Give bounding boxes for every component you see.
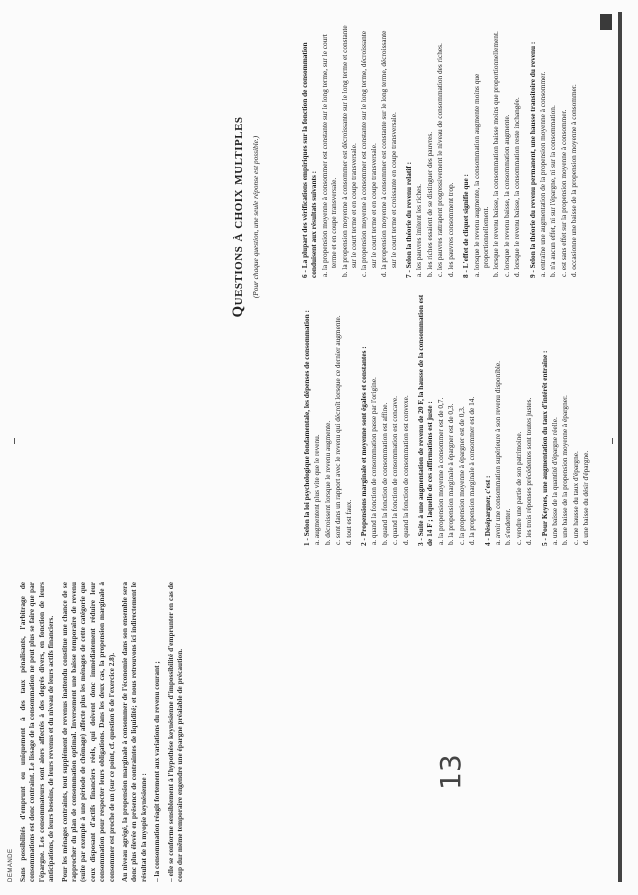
question-option: c. la propension moyenne à épargner est de 0,3. (456, 406, 466, 545)
question-title: 6 - La plupart des vérifications empiriques sur la fonction de consommation conduisent aux résultats suivants : (300, 42, 319, 278)
question-option: a. avoir une consommation supérieure à son revenu disponible. (492, 361, 502, 545)
paragraph: – la consommation réagit fortement aux variations du revenu courant ; (152, 661, 162, 882)
question-option: d. lorsque le revenu baisse, la consommation reste inchangée. (512, 97, 522, 277)
question-option: c. sont dans un rapport avec le revenu qui décroît lorsque ce dernier augmente. (333, 315, 343, 545)
questions-column-1 (296, 291, 592, 546)
question-option: a. les pauvres imitent les riches. (414, 183, 424, 277)
question-option: a. entraîne une augmentation de la propension moyenne à consommer. (537, 71, 547, 277)
page-title: Questions à choix multiples (230, 116, 246, 318)
question-option: c. lorsque le revenu baisse, la consommation augmente. (501, 114, 511, 277)
rotated-page (8, 12, 624, 882)
paragraph: Pour les ménages contraints, tout supplément de revenus inattendu constitue une chance de se rapprocher du plan de consommation optimal. Inversement une baisse temporaire de revenu (suite par exemple à une période de chômage) affecte plus les ménages de cette catégorie que ceux disposant d'actifs financiers réels, qui doivent donc immédiatement réduire leur consommation pour respecter leurs obligations. Dans les deux cas, la propension marginale à consommer est proche de un (sur ce point, cf. question 6 de l'exercice 2.8). (59, 582, 116, 882)
left-text-column (18, 582, 189, 882)
question-option: a. une baisse de la quantité d'épargne réelle. (549, 417, 559, 545)
questions-column-2 (294, 23, 580, 278)
question (540, 291, 591, 546)
question-option: d. la propension moyenne à consommer est constante sur le long terme, décroissante sur le court terme et croissante en coupe transversale. (379, 30, 398, 277)
corner-sticker (600, 14, 612, 30)
question-option: a. quand la fonction de consommation passe par l'origine. (369, 377, 379, 545)
question-option: b. décroissent lorsque le revenu augmente. (322, 420, 332, 545)
question-option: c. la propension moyenne à consommer est constante sur le long terme, décroissante sur le court terme et en coupe transversale. (359, 31, 378, 277)
question-option: d. occasionne une baisse de la propension moyenne à consommer. (569, 84, 579, 277)
question (300, 23, 398, 278)
question-title: 9 - Selon la théorie du revenu permanent, une hausse transitoire du revenu : (527, 41, 537, 278)
question-option: b. n'a aucun effet, ni sur l'épargne, ni sur la consommation. (548, 105, 558, 277)
question-option: d. les trois réponses précédentes sont toutes justes. (524, 397, 534, 545)
handwritten-page-number: 13 (434, 754, 467, 790)
question-title: 7 - Selon la théorie du revenu relatif : (404, 161, 414, 278)
scan-edge-bar (618, 12, 622, 882)
question-option: c. est sans effet sur la propension moyenne à consommer. (558, 109, 568, 277)
question-option: a. augmentent plus vite que le revenu. (312, 434, 322, 545)
question-option: c. quand la fonction de consommation est concave. (390, 396, 400, 545)
paragraph: Au niveau agrégé, la propension marginale à consommer de l'économie dans son ensemble sera donc plus élevée en présence de contraintes de liquidité; et nous retrouvons ici indirectement le résultat de la myopie keynésienne : (120, 582, 148, 882)
question-option: c. une hausse du taux d'épargne. (570, 451, 580, 545)
question-title: 4 - Désépargner, c'est : (482, 475, 492, 546)
question (302, 291, 353, 546)
question-option: d. les pauvres consomment trop. (445, 182, 455, 277)
question (483, 291, 534, 546)
question-option: a. lorsque le revenu augmente, la consommation augmente moins que proportionnellement. (471, 73, 490, 277)
question (404, 23, 455, 278)
question (461, 23, 521, 278)
question-title: 8 - L'effet de cliquet signifie que : (461, 174, 471, 278)
question (416, 291, 476, 546)
question-option: b. quand la fonction de consommation est affine. (379, 402, 389, 545)
question-option: a. la propension moyenne à consommer est constante sur le long terme, sur le court terme et en coupe transversale. (319, 34, 339, 277)
side-label: DEMANDE (8, 848, 14, 882)
question-option: b. lorsque le revenu baisse, la consommation baisse moins que proportionnellement. (491, 31, 501, 277)
question-option: b. les riches essaient de se distinguer des pauvres. (424, 131, 434, 277)
paragraph: – elle se conforme sensiblement à l'hypothèse keynésienne d'impossibilité d'emprunter en cas de coup dur même temporaire engendre une épargne préalable de précaution. (165, 582, 185, 882)
section-header (230, 52, 260, 382)
question-option: b. s'endetter. (503, 508, 513, 545)
paragraph: Sans possibilités d'emprunt ou uniquement à des taux pénalisants, l'arbitrage de consommations est donc contraint. Le lissage de la consommation ne peut plus se faire que par l'épargne. Les consommateurs sont alors affectés à des degrés divers, en fonction de leurs anticipations, de leurs besoins, de leurs revenus et du niveau de leurs actifs financiers. (18, 582, 56, 882)
question (528, 23, 579, 278)
question-option: c. les pauvres rattrapent progressivement le niveau de consommation des riches. (435, 43, 445, 277)
question-title: 2 - Propensions marginale et moyenne sont égales et constantes : (359, 346, 369, 546)
question-title: 1 - Selon la loi psychologique fondamentale, les dépenses de consommation : (302, 310, 311, 546)
question-option: d. quand la fonction de consommation est convexe. (400, 395, 410, 545)
page-subtitle: (Pour chaque question, une seule réponse est possible.) (251, 135, 260, 299)
question-option: b. une baisse de la propension moyenne à épargner. (560, 395, 570, 545)
question-option: d. une baisse du désir d'épargne. (581, 450, 591, 545)
question-title: 3 - Suite à une augmentation de revenu de 20 F, la hausse de la consommation est de 14 F ; laquelle de ces affirmations est juste : (416, 294, 435, 546)
fold-mark (612, 438, 613, 444)
question-option: d. tout est faux. (343, 499, 353, 545)
question-option: b. la propension moyenne à consommer est décroissante sur le long terme et constante sur le court terme et en coupe transversale. (339, 25, 359, 277)
question-title: 5 - Pour Keynes, une augmentation du taux d'intérêt entraîne : (539, 350, 549, 546)
question-option: c. vendre une partie de son patrimoine. (513, 431, 523, 545)
question-option: a. la propension moyenne à consommer est de 0,7. (435, 397, 445, 545)
question-option: b. la propension marginale à épargner est de 0,3. (446, 403, 456, 545)
fold-mark (14, 438, 15, 444)
question (359, 291, 410, 546)
question-option: d. la propension marginale à consommer est de 14. (467, 396, 477, 545)
